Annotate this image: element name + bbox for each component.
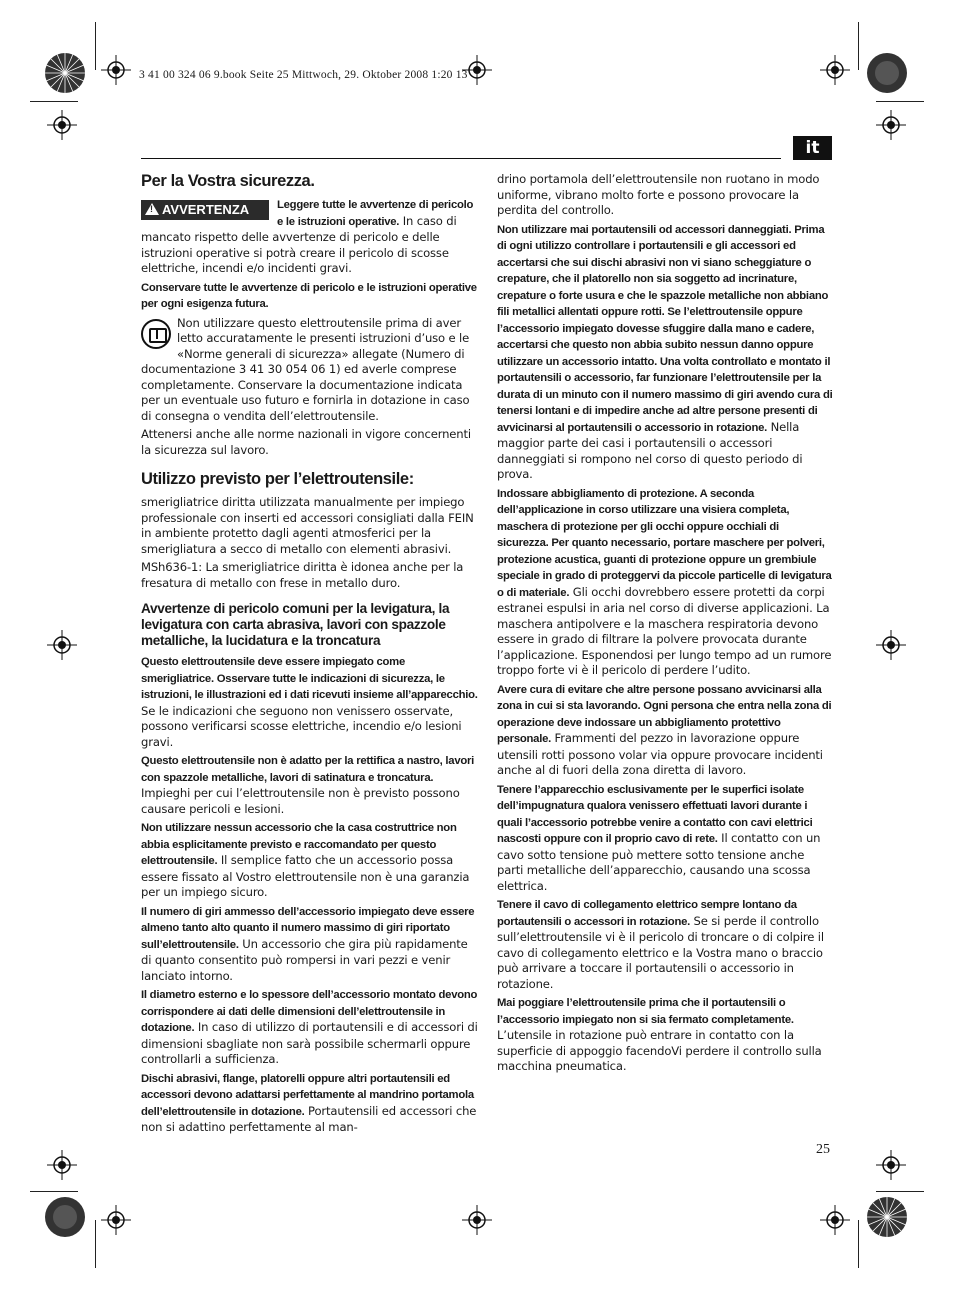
warning-triangle-icon bbox=[145, 203, 159, 215]
registration-mark-icon bbox=[876, 630, 906, 660]
body-text: In caso di utilizzo di portautensili e di accessori di dimensioni sbagliate non sarà possibile schermarli oppure controllarli a sufficienza. bbox=[141, 1020, 478, 1066]
left-column bbox=[141, 172, 478, 1139]
read-manual-icon bbox=[141, 319, 171, 349]
registration-mark-icon bbox=[47, 1150, 77, 1180]
warning-badge bbox=[141, 200, 269, 220]
warning-paragraph bbox=[141, 197, 478, 277]
crop-mark bbox=[858, 1220, 859, 1268]
registration-mark-icon bbox=[820, 55, 850, 85]
registration-mark-icon bbox=[876, 1150, 906, 1180]
header-rule bbox=[141, 158, 781, 159]
bold-text: Questo elettroutensile non è adatto per la rettifica a nastro, lavori con spazzole metalliche, lavori di satinatura e troncatura. bbox=[141, 755, 475, 784]
bold-text: Indossare abbigliamento di protezione. A seconda dell’applicazione in corso utilizzare una visiera completa, maschera di protezione per gli occhi oppure occhiali di sicurezza. Per quanto necessario, portare maschere per polveri, protezione acustica, guanti di protezione oppure un grembiule speciale in grado di proteggervi da piccole particelle di levigatura o di materiale. bbox=[497, 487, 832, 599]
registration-mark-icon bbox=[101, 1205, 131, 1235]
body-text: L’utensile in rotazione può entrare in contatto con la superficie di appoggio facendoVi perdere il controllo sulla macchina pneumatica. bbox=[497, 1028, 822, 1073]
body-text: In caso di mancato rispetto delle avvertenze di pericolo e delle istruzioni operative si potrà creare il pericolo di scosse elettriche, incendi e/o incidenti gravi. bbox=[141, 213, 457, 275]
crop-mark bbox=[876, 1191, 924, 1192]
subsection-heading: Avvertenze di pericolo comuni per la levigatura, la levigatura con carta abrasiva, lavori con spazzole metalliche, la lucidatura e la troncatura bbox=[141, 601, 450, 648]
read-manual-paragraph bbox=[141, 316, 478, 425]
body-text: Gli occhi dovrebbero essere protetti da corpi estranei espulsi in aria nel corso di diverse applicazioni. La maschera antipolvere e la maschera respiratoria devono essere in grado di filtrare la polvere provocata durante l’applicazione. Esponendosi per lungo tempo ad un rumore troppo forte vi è il pericolo di perdere l’udito. bbox=[497, 584, 832, 677]
star-target-icon bbox=[866, 1196, 908, 1238]
bold-text: Avere cura di evitare che altre persone possano avvicinarsi alla zona in cui si sta lavorando. Ogni persona che entra nella zona di operazione deve indossare un abbigliamento protettivo personale. bbox=[497, 683, 832, 745]
star-target-icon bbox=[44, 1196, 86, 1238]
page-number: 25 bbox=[816, 1142, 830, 1157]
body-text: Nella maggior parte dei casi i portautensili o accessori danneggiati si rompono nel corso di questo periodo di prova. bbox=[497, 419, 803, 481]
body-text: Se si perde il controllo sull’elettroutensile vi è il pericolo di troncare o di colpire il cavo di collegamento elettrico e la Vostra mano o braccio può arrivare a toccare il portautensili o accessorio in rotazione. bbox=[497, 913, 824, 991]
body-text: Se le indicazioni che seguono non venissero osservate, possono verificarsi scosse elettriche, incendio e/o lesioni gravi. bbox=[141, 703, 462, 749]
body-text: drino portamola dell’elettroutensile non ruotano in modo uniforme, vibrano molto forte e possono provocare la perdita del controllo. bbox=[497, 172, 820, 217]
body-text: Attenersi anche alle norme nazionali in vigore concernenti la sicurezza sul lavoro. bbox=[141, 427, 471, 457]
body-text: MSh636-1: La smerigliatrice diritta è idonea anche per la fresatura di metallo con frese in metallo duro. bbox=[141, 560, 464, 590]
registration-mark-icon bbox=[820, 1205, 850, 1235]
star-target-icon bbox=[44, 52, 86, 94]
section-heading: Per la Vostra sicurezza. bbox=[141, 172, 315, 190]
right-column bbox=[497, 172, 833, 1078]
registration-mark-icon bbox=[47, 630, 77, 660]
crop-mark bbox=[858, 22, 859, 70]
body-text: Il contatto con un cavo sotto tensione può mettere sotto tensione anche parti metalliche dell’apparecchio, causando una scossa elettrica. bbox=[497, 831, 821, 893]
bold-text: Tenere l’apparecchio esclusivamente per le superfici isolate dell’impugnatura qualora venissero effettuati lavori durante i quali l’accessorio potrebbe venire a contatto con cavi elettrici nascosti oppure con il proprio cavo di rete. bbox=[497, 783, 813, 845]
crop-mark bbox=[30, 1191, 78, 1192]
registration-mark-icon bbox=[876, 110, 906, 140]
registration-mark-icon bbox=[47, 110, 77, 140]
registration-mark-icon bbox=[101, 55, 131, 85]
bold-text: Tenere il cavo di collegamento elettrico sempre lontano da portautensili o accessori in rotazione. bbox=[497, 899, 797, 928]
body-text: Impieghi per cui l’elettroutensile non è previsto possono causare pericoli e lesioni. bbox=[141, 786, 460, 816]
body-text: Il semplice fatto che un accessorio possa essere fissato al Vostro elettroutensile non è una garanzia per un impiego sicuro. bbox=[141, 853, 470, 899]
bold-text: Il numero di giri ammesso dell’accessorio impiegato deve essere almeno tanto alto quanto il numero massimo di giri riportato sull’elettroutensile. bbox=[141, 905, 475, 951]
body-text: smerigliatrice diritta utilizzata manualmente per impiego professionale con inserti ed accessori consigliati dalla FEIN in ambiente protetto dagli agenti atmosferici per la smerigliatura a secco di metallo con elementi abrasivi. bbox=[141, 495, 474, 556]
body-text: Non utilizzare questo elettroutensile prima di aver letto accuratamente le presenti istruzioni d’uso e le «Norme generali di sicurezza» allegate (Numero di documentazione 3 41 30 054 06 1) ed averle comprese completamente. Conservare la documentazione indicata per un eventuale uso futuro e fornirla in dotazione in caso di consegna o vendita dell’elettroutensile. bbox=[141, 315, 470, 423]
warning-label: AVVERTENZA bbox=[162, 202, 250, 217]
body-text: Un accessorio che gira più rapidamente di quanto consentito può rompersi in vari pezzi e venir lanciato intorno. bbox=[141, 936, 468, 983]
crop-mark bbox=[95, 1220, 96, 1268]
bold-text: Non utilizzare nessun accessorio che la casa costruttrice non abbia esplicitamente previsto e raccomandato per questo elettroutensile. bbox=[141, 822, 457, 867]
print-info: 3 41 00 324 06 9.book Seite 25 Mittwoch, 29. Oktober 2008 1:20 13 bbox=[139, 69, 468, 81]
crop-mark bbox=[30, 101, 78, 102]
crop-mark bbox=[876, 101, 924, 102]
bold-text: Mai poggiare l’elettroutensile prima che il portautensili o l’accessorio impiegato non si sia fermato completamente. bbox=[497, 997, 794, 1026]
bold-text: Il diametro esterno e lo spessore dell’accessorio montato devono corrispondere ai dati delle dimensioni dell’elettroutensile in dotazione. bbox=[141, 989, 478, 1034]
star-target-icon bbox=[866, 52, 908, 94]
body-text: Frammenti del pezzo in lavorazione oppure utensili rotti possono volar via oppure provocare incidenti anche al di fuori della zona diretta di lavoro. bbox=[497, 731, 823, 777]
crop-mark bbox=[95, 22, 96, 70]
bold-text: Conservare tutte le avvertenze di pericolo e le istruzioni operative per ogni esigenza futura. bbox=[141, 281, 477, 310]
body-text: Portautensili ed accessori che non si adattino perfettamente al man- bbox=[141, 1103, 477, 1134]
registration-mark-icon bbox=[462, 1205, 492, 1235]
bold-text: Non utilizzare mai portautensili od accessori danneggiati. Prima di ogni utilizzo controllare i portautensili e gli accessori ed accertarsi che sui dischi abrasivi non vi siano scheggiature o crepature, che il platorello non sia soggetto ad incrinature, crepature o forte usura e che le spazzole metalliche non abbiano fili metallici allentati oppure rotti. Se l’elettroutensile oppure l’accessorio impiegato dovesse sfuggire dalla mano e cadere, accertarsi che questo non abbia subito nessun danno oppure utilizzare un accessorio intatto. Una volta controllato e montato il portautensili o accessorio, far funzionare l’elettroutensile per la durata di un minuto con il numero massimo di giri avendo cura di tenersi lontani e di impedire anche ad altre persone presenti di avvicinarsi al portautensili o accessorio in rotazione. bbox=[497, 223, 833, 434]
language-tab: it bbox=[793, 136, 832, 160]
bold-text: Questo elettroutensile deve essere impiegato come smerigliatrice. Osservare tutte le indicazioni di sicurezza, le istruzioni, le illustrazioni ed i dati ricevuti insieme all’apparecchio. bbox=[141, 656, 478, 701]
bold-text: Dischi abrasivi, flange, platorelli oppure altri portautensili ed accessori devono adattarsi perfettamente al mandrino portamola dell’elettroutensile in dotazione. bbox=[141, 1072, 474, 1118]
bold-text: Leggere tutte le avvertenze di pericolo e le istruzioni operative. bbox=[277, 199, 474, 228]
section-heading: Utilizzo previsto per l’elettroutensile: bbox=[141, 470, 414, 488]
